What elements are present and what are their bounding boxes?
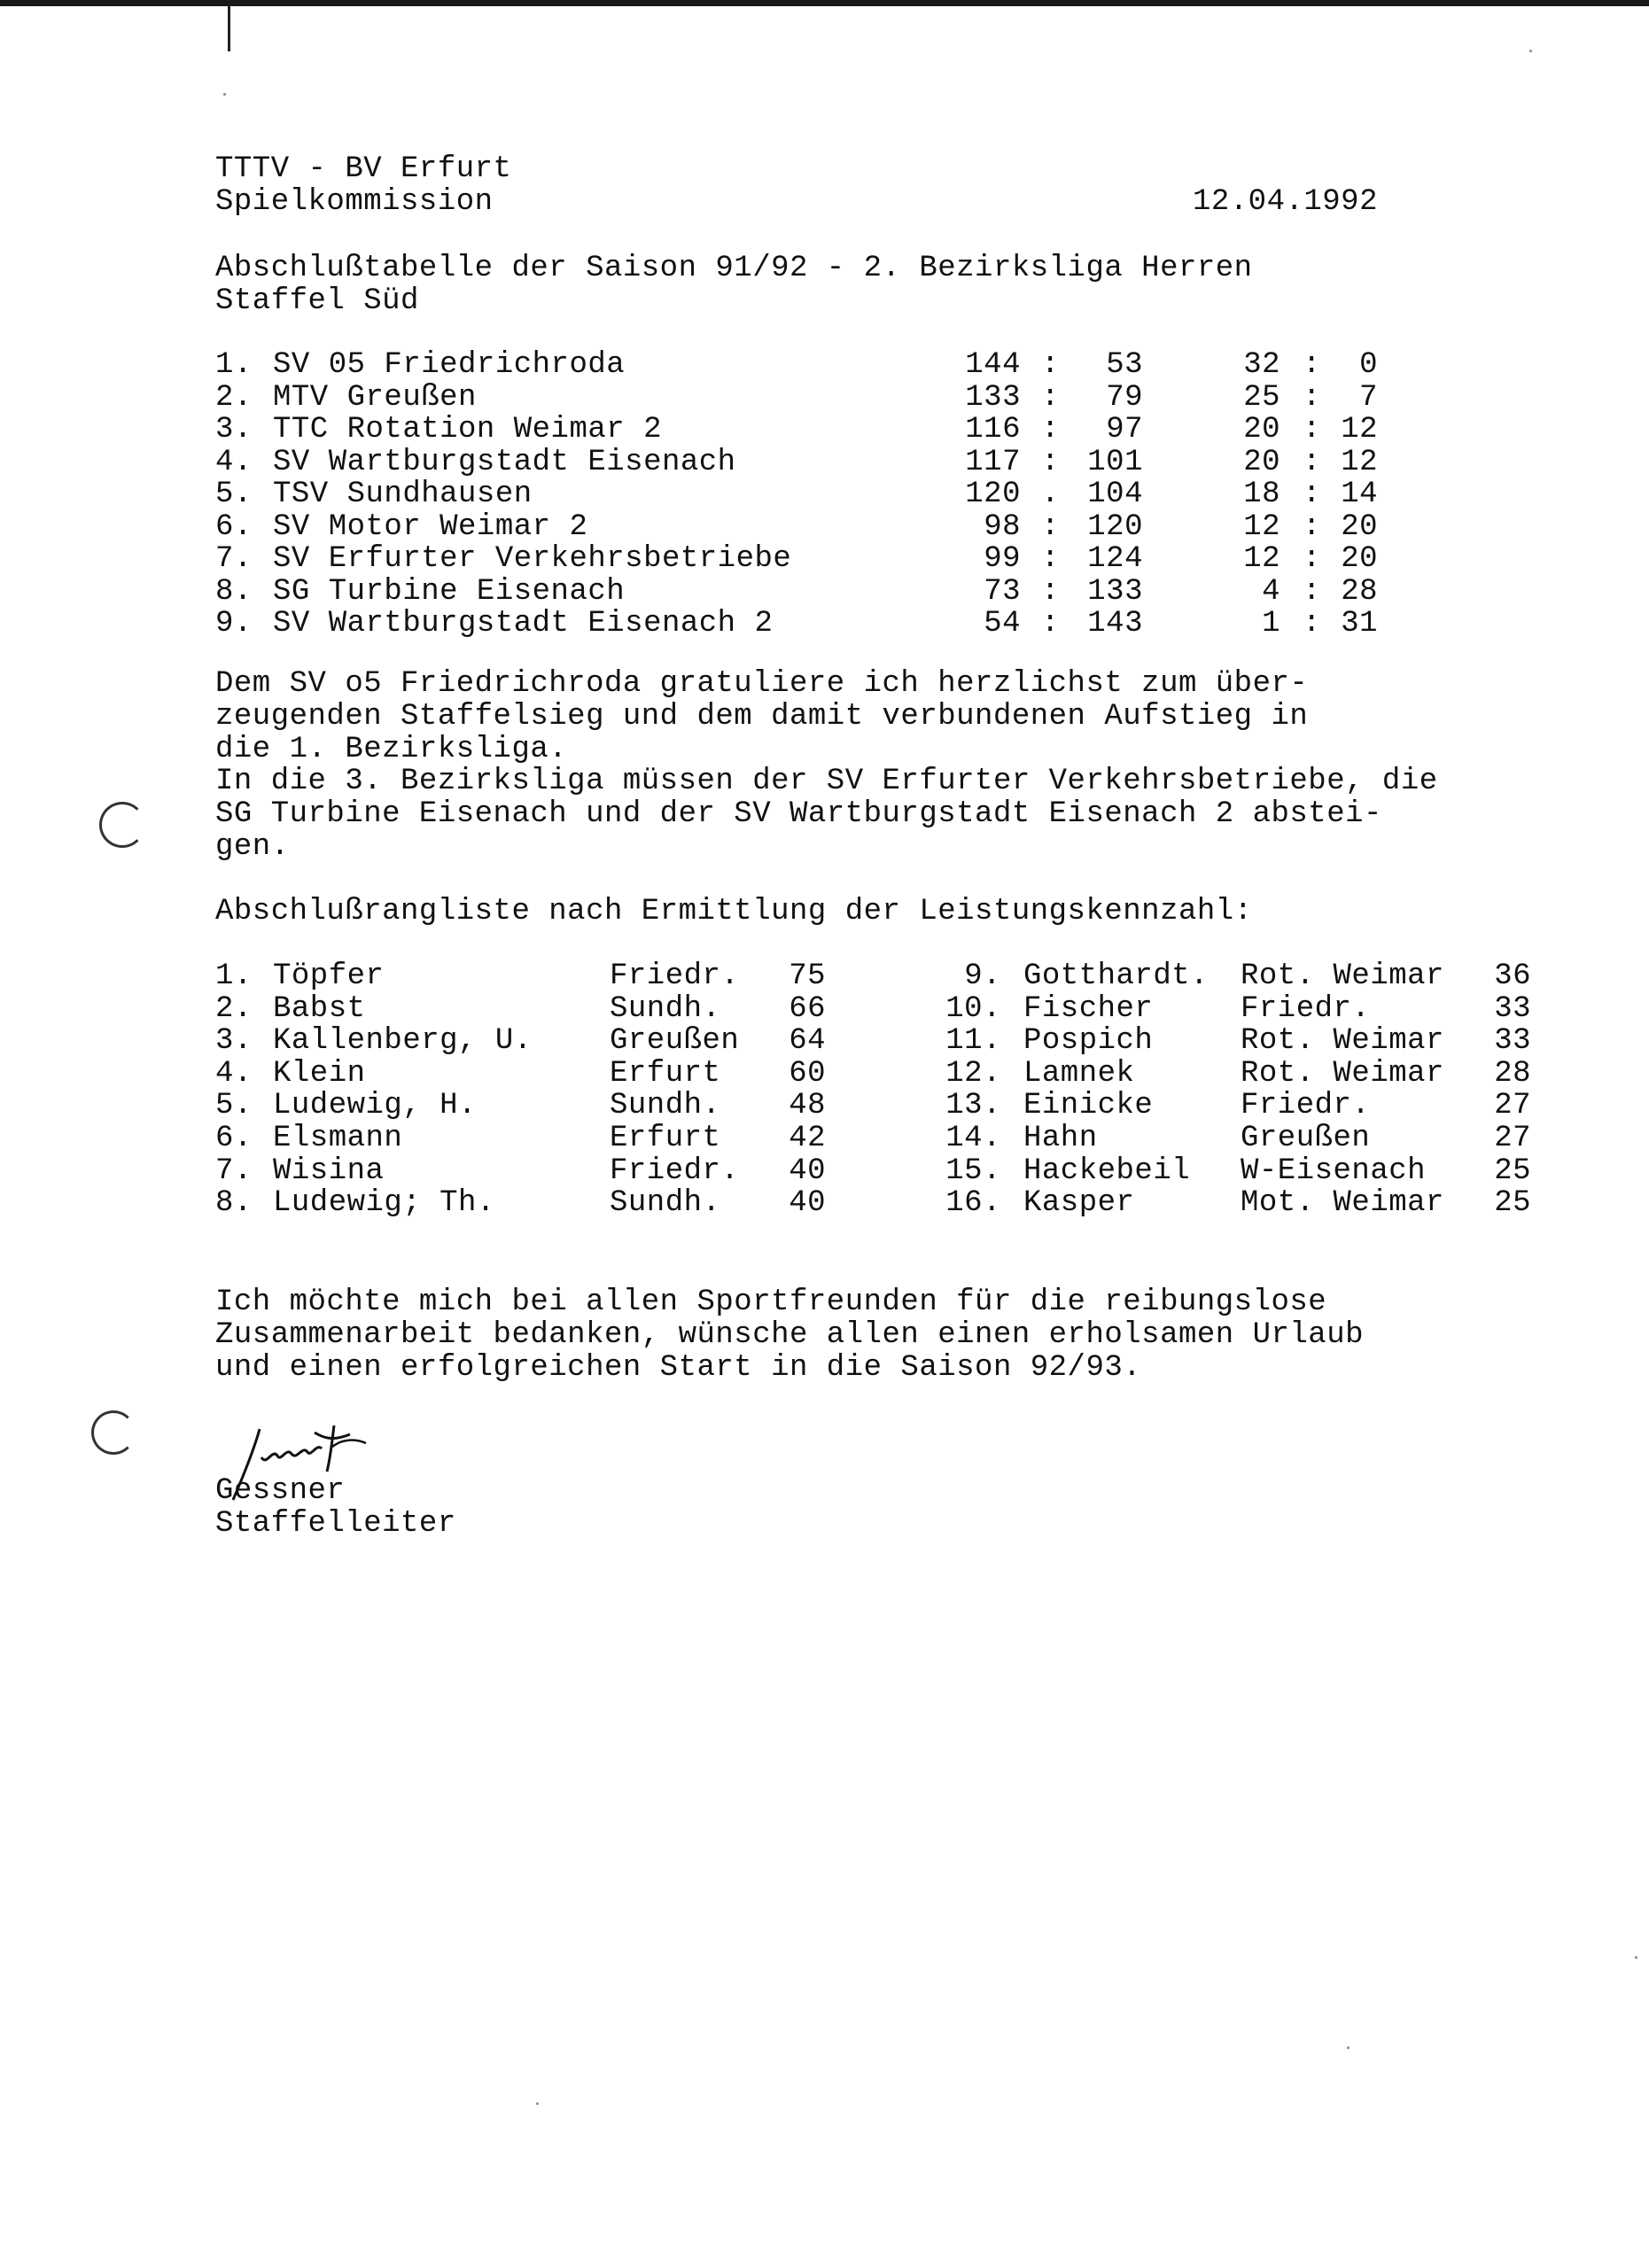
standings-points-plus: 18	[1243, 478, 1280, 511]
standings-games-won: 98	[984, 510, 1021, 544]
ranking-rank: 16.	[945, 1186, 1001, 1220]
closing-line: und einen erfolgreichen Start in die Saison 92/93.	[215, 1350, 1142, 1385]
ranking-rank: 6.	[215, 1122, 253, 1155]
header-dept: Spielkommission	[215, 185, 494, 219]
ranking-club: Rot. Weimar	[1241, 959, 1444, 993]
standings-games-won: 133	[965, 381, 1021, 415]
standings-points-plus: 12	[1243, 542, 1280, 576]
standings-points-minus: 7	[1359, 381, 1378, 415]
standings-games-lost: 124	[1087, 542, 1143, 576]
ranking-name: Kallenberg, U.	[273, 1024, 533, 1058]
ranking-rank: 9.	[964, 959, 1001, 993]
ranking-score: 33	[1494, 992, 1531, 1026]
congrats-line: zeugenden Staffelsieg und dem damit verbundenen Aufstieg in	[215, 699, 1309, 734]
standings-games-lost: 104	[1087, 478, 1143, 511]
ranking-club: Greußen	[610, 1024, 740, 1058]
ranking-name: Hahn	[1023, 1122, 1098, 1155]
standings-points-minus: 31	[1341, 607, 1378, 641]
standings-separator: :	[1303, 413, 1321, 447]
standings-team: TSV Sundhausen	[273, 478, 533, 511]
standings-separator: :	[1041, 413, 1060, 447]
ranking-rank: 8.	[215, 1186, 253, 1220]
standings-rank: 9.	[215, 607, 253, 641]
standings-separator: :	[1303, 510, 1321, 544]
standings-points-minus: 12	[1341, 446, 1378, 479]
standings-rank: 6.	[215, 510, 253, 544]
ranking-score: 60	[789, 1057, 826, 1091]
standings-team: SG Turbine Eisenach	[273, 575, 626, 609]
standings-points-minus: 20	[1341, 510, 1378, 544]
standings-separator: :	[1041, 348, 1060, 382]
ranking-club: Friedr.	[610, 1154, 740, 1188]
standings-games-won: 73	[984, 575, 1021, 609]
ranking-score: 42	[789, 1122, 826, 1155]
standings-separator: :	[1041, 575, 1060, 609]
ranking-name: Lamnek	[1023, 1057, 1135, 1091]
standings-separator: :	[1303, 348, 1321, 382]
ranking-rank: 7.	[215, 1154, 253, 1188]
ranking-club: Sundh.	[610, 1186, 721, 1220]
standings-separator: :	[1303, 381, 1321, 415]
congrats-line: die 1. Bezirksliga.	[215, 732, 568, 766]
ranking-name: Fischer	[1023, 992, 1154, 1026]
ranking-rank: 10.	[945, 992, 1001, 1026]
ranking-score: 64	[789, 1024, 826, 1058]
top-mark	[228, 5, 230, 51]
ranking-rank: 4.	[215, 1057, 253, 1091]
ranking-club: Erfurt	[610, 1122, 721, 1155]
ranking-score: 25	[1494, 1186, 1531, 1220]
ranking-club: Friedr.	[610, 959, 740, 993]
congrats-line: Dem SV o5 Friedrichroda gratuliere ich herzlichst zum über-	[215, 667, 1309, 701]
ranking-club: Rot. Weimar	[1241, 1057, 1444, 1091]
standings-rank: 8.	[215, 575, 253, 609]
standings-team: SV 05 Friedrichroda	[273, 348, 626, 382]
standings-points-minus: 0	[1359, 348, 1378, 382]
standings-rank: 3.	[215, 413, 253, 447]
ranking-club: Friedr.	[1241, 992, 1371, 1026]
ranking-score: 27	[1494, 1122, 1531, 1155]
ranking-name: Klein	[273, 1057, 366, 1091]
ranking-score: 48	[789, 1089, 826, 1122]
ranking-rank: 3.	[215, 1024, 253, 1058]
ranking-club: Rot. Weimar	[1241, 1024, 1444, 1058]
scan-speck	[1635, 1956, 1637, 1959]
ranking-club: W-Eisenach	[1241, 1154, 1427, 1188]
ranking-score: 75	[789, 959, 826, 993]
standings-games-lost: 143	[1087, 607, 1143, 641]
standings-points-minus: 12	[1341, 413, 1378, 447]
ranking-score: 36	[1494, 959, 1531, 993]
signer-role: Staffelleiter	[215, 1507, 456, 1541]
ranking-heading: Abschlußrangliste nach Ermittlung der Leistungskennzahl:	[215, 895, 1253, 928]
standings-points-minus: 28	[1341, 575, 1378, 609]
ranking-name: Kasper	[1023, 1186, 1135, 1220]
congrats-line: gen.	[215, 830, 290, 864]
ranking-name: Ludewig, H.	[273, 1089, 477, 1122]
standings-points-plus: 12	[1243, 510, 1280, 544]
standings-games-won: 54	[984, 607, 1021, 641]
standings-games-won: 144	[965, 348, 1021, 382]
standings-separator: .	[1041, 478, 1060, 511]
standings-points-minus: 20	[1341, 542, 1378, 576]
ranking-score: 28	[1494, 1057, 1531, 1091]
scan-speck	[536, 2102, 539, 2105]
ranking-club: Sundh.	[610, 992, 721, 1026]
standings-points-plus: 20	[1243, 413, 1280, 447]
ranking-rank: 12.	[945, 1057, 1001, 1091]
standings-separator: :	[1303, 575, 1321, 609]
ranking-rank: 5.	[215, 1089, 253, 1122]
header-org: TTTV - BV Erfurt	[215, 152, 512, 186]
standings-rank: 2.	[215, 381, 253, 415]
standings-team: SV Wartburgstadt Eisenach	[273, 446, 736, 479]
ranking-score: 25	[1494, 1154, 1531, 1188]
closing-line: Ich möchte mich bei allen Sportfreunden für die reibungslose	[215, 1285, 1327, 1319]
ranking-score: 40	[789, 1186, 826, 1220]
standings-games-lost: 101	[1087, 446, 1143, 479]
header-date: 12.04.1992	[1192, 185, 1378, 219]
scan-speck	[1347, 2047, 1350, 2049]
standings-separator: :	[1041, 381, 1060, 415]
standings-team: MTV Greußen	[273, 381, 477, 415]
standings-separator: :	[1041, 510, 1060, 544]
standings-team: SV Wartburgstadt Eisenach 2	[273, 607, 774, 641]
ranking-name: Ludewig; Th.	[273, 1186, 495, 1220]
standings-points-plus: 32	[1243, 348, 1280, 382]
standings-points-plus: 1	[1262, 607, 1280, 641]
ranking-score: 40	[789, 1154, 826, 1188]
ranking-club: Erfurt	[610, 1057, 721, 1091]
standings-games-lost: 133	[1087, 575, 1143, 609]
ranking-rank: 14.	[945, 1122, 1001, 1155]
standings-separator: :	[1303, 446, 1321, 479]
ranking-rank: 15.	[945, 1154, 1001, 1188]
standings-games-lost: 79	[1106, 381, 1143, 415]
ranking-name: Gotthardt.	[1023, 959, 1210, 993]
standings-points-plus: 20	[1243, 446, 1280, 479]
standings-separator: :	[1303, 478, 1321, 511]
ranking-name: Pospich	[1023, 1024, 1154, 1058]
punch-hole-icon	[99, 802, 145, 848]
standings-games-won: 120	[965, 478, 1021, 511]
standings-points-minus: 14	[1341, 478, 1378, 511]
ranking-name: Hackebeil	[1023, 1154, 1191, 1188]
standings-points-plus: 4	[1262, 575, 1280, 609]
ranking-score: 66	[789, 992, 826, 1026]
standings-team: TTC Rotation Weimar 2	[273, 413, 662, 447]
ranking-name: Einicke	[1023, 1089, 1154, 1122]
standings-separator: :	[1041, 542, 1060, 576]
standings-games-won: 116	[965, 413, 1021, 447]
standings-games-won: 99	[984, 542, 1021, 576]
ranking-rank: 1.	[215, 959, 253, 993]
ranking-club: Mot. Weimar	[1241, 1186, 1444, 1220]
scan-speck	[223, 93, 226, 96]
standings-team: SV Motor Weimar 2	[273, 510, 588, 544]
standings-points-plus: 25	[1243, 381, 1280, 415]
standings-rank: 1.	[215, 348, 253, 382]
standings-separator: :	[1041, 446, 1060, 479]
standings-separator: :	[1303, 607, 1321, 641]
standings-rank: 7.	[215, 542, 253, 576]
standings-team: SV Erfurter Verkehrsbetriebe	[273, 542, 792, 576]
standings-rank: 4.	[215, 446, 253, 479]
standings-separator: :	[1041, 607, 1060, 641]
table-title: Abschlußtabelle der Saison 91/92 - 2. Bezirksliga Herren	[215, 252, 1253, 285]
closing-line: Zusammenarbeit bedanken, wünsche allen einen erholsamen Urlaub	[215, 1317, 1365, 1352]
ranking-score: 33	[1494, 1024, 1531, 1058]
standings-games-lost: 120	[1087, 510, 1143, 544]
ranking-club: Sundh.	[610, 1089, 721, 1122]
ranking-name: Babst	[273, 992, 366, 1026]
standings-separator: :	[1303, 542, 1321, 576]
ranking-club: Greußen	[1241, 1122, 1371, 1155]
ranking-rank: 13.	[945, 1089, 1001, 1122]
punch-hole-icon	[91, 1410, 136, 1455]
table-subtitle: Staffel Süd	[215, 284, 419, 318]
ranking-rank: 2.	[215, 992, 253, 1026]
standings-games-lost: 97	[1106, 413, 1143, 447]
ranking-name: Wisina	[273, 1154, 385, 1188]
ranking-rank: 11.	[945, 1024, 1001, 1058]
standings-games-won: 117	[965, 446, 1021, 479]
signer-name: Gessner	[215, 1474, 346, 1508]
ranking-name: Töpfer	[273, 959, 385, 993]
scan-speck	[1529, 50, 1532, 52]
standings-games-lost: 53	[1106, 348, 1143, 382]
ranking-club: Friedr.	[1241, 1089, 1371, 1122]
ranking-name: Elsmann	[273, 1122, 403, 1155]
standings-rank: 5.	[215, 478, 253, 511]
congrats-line: SG Turbine Eisenach und der SV Wartburgstadt Eisenach 2 abstei-	[215, 797, 1382, 832]
ranking-score: 27	[1494, 1089, 1531, 1122]
top-border-rule	[0, 0, 1649, 6]
congrats-line: In die 3. Bezirksliga müssen der SV Erfurter Verkehrsbetriebe, die	[215, 765, 1438, 799]
